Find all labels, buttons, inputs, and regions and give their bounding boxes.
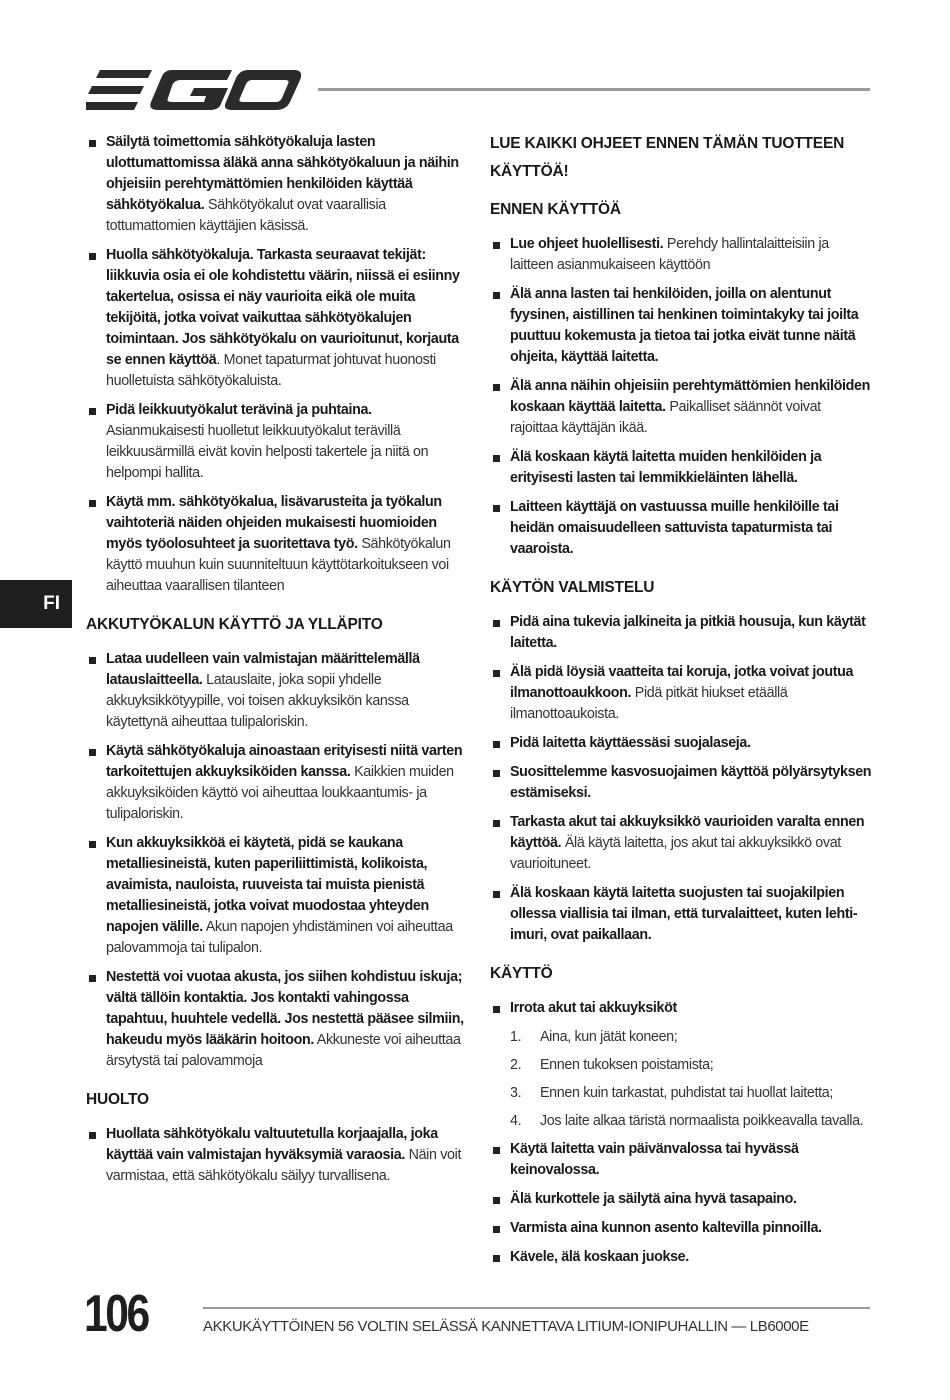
bullet-square-icon [493,455,500,462]
list-item-bold-text: Varmista aina kunnon asento kaltevilla pinnoilla. [510,1220,822,1236]
ego-logo [86,64,302,114]
list-item-bold-text: Kun akkuyksikköä ei käytetä, pidä se kaukana metalliesineistä, kuten paperiliittimistä, kolikoista, avaimista, nauloista, ruuveista tai muista pienistä metalliesineistä, jotka voivat muodostaa yhteyden napojen välille. [106,835,429,935]
list-item [490,1247,872,1268]
numbered-item [510,1111,872,1132]
use-heading: KÄYTTÖ [490,965,553,982]
numbered-item-number: 4. [510,1113,522,1129]
list-item [490,998,872,1019]
list-item [490,376,872,439]
remove-battery-text: Irrota akut tai akkuyksiköt [510,1000,677,1016]
list-item-bold-text: Lue ohjeet huolellisesti. [510,236,664,252]
list-item-bold-text: Säilytä toimettomia sähkötyökaluja lasten ulottumattomissa äläkä anna sähkötyökaluun ja näihin ohjeisiin perehtymättömien henkilöiden käyttää sähkötyökalua. [106,134,459,213]
list-item [490,497,872,560]
list-item [86,833,468,959]
list-item-bold-text: Älä kurkottele ja säilytä aina hyvä tasapaino. [510,1191,797,1207]
preparation-heading: KÄYTÖN VALMISTELU [490,579,655,596]
list-item [490,812,872,875]
bullet-square-icon [493,1006,500,1013]
list-item [490,662,872,725]
numbered-list [490,1027,872,1132]
bullet-square-icon [493,820,500,827]
list-item [490,733,872,754]
before-use-list [490,234,872,560]
bullet-square-icon [493,505,500,512]
list-item-bold-text: Laitteen käyttäjä on vastuussa muille henkilöille tai heidän omaisuudelleen sattuvista tapaturmista tai vaaroista. [510,499,839,557]
right-column [490,130,872,1276]
list-item [86,741,468,825]
bullet-square-icon [89,253,96,260]
list-item-bold-text: Älä koskaan käytä laitetta suojusten tai suojakilpien ollessa viallisia tai ilman, että turvalaitteet, kuten lehti-imuri, ovat paikallaan. [510,885,858,943]
list-item-text: Asianmukaisesti huolletut leikkuutyökalut terävillä leikkuusärmillä eivät kovin helposti takertele ja niitä on helpompi hallita. [106,423,429,481]
list-item-bold-text: Käytä mm. sähkötyökalua, lisävarusteita ja työkalun vaihtoteriä näiden ohjeiden mukaisesti huomioiden myös työolosuhteet ja suoritettava työ. [106,494,442,552]
bullet-square-icon [493,292,500,299]
bullet-square-icon [89,500,96,507]
bullet-square-icon [89,749,96,756]
list-item-text: . Monet tapaturmat johtuvat huonosti huolletuista sähkötyökaluista. [106,352,436,389]
list-item-text: Perehdy hallintalaitteisiin ja laitteen asianmukaiseen käyttöön [510,236,829,273]
list-item-text: Pidä pitkät hiukset etäällä ilmanottoaukoista. [510,685,788,722]
bullet-square-icon [493,770,500,777]
list-item [490,762,872,804]
list-item [86,1124,468,1187]
battery-heading: AKKUTYÖKALUN KÄYTTÖ JA YLLÄPITO [86,616,383,633]
list-item-text: Latauslaite, joka sopii yhdelle akkuyksikkötyypille, voi toisen akkuyksikön kanssa käytettynä aiheuttaa tulipaloriskin. [106,672,409,730]
list-item-text: Kaikkien muiden akkuyksiköiden käyttö voi aiheuttaa loukkaantumis- ja tulipaloriskin. [106,764,454,822]
list-item-bold-text: Pidä laitetta käyttäessäsi suojalaseja. [510,735,751,751]
bullet-square-icon [493,670,500,677]
service-list [86,1124,468,1187]
numbered-item-number: 3. [510,1085,522,1101]
bullet-square-icon [89,140,96,147]
footer-rule [203,1307,870,1309]
bullet-square-icon [493,1255,500,1262]
bullet-square-icon [89,657,96,664]
bullet-square-icon [89,1132,96,1139]
list-item-bold-text: Pidä leikkuutyökalut terävinä ja puhtaina. [106,402,372,418]
bullet-square-icon [493,620,500,627]
list-item [86,967,468,1072]
numbered-item [510,1027,872,1048]
read-instructions-heading: LUE KAIKKI OHJEET ENNEN TÄMÄN TUOTTEEN KÄYTTÖÄ! [490,135,845,180]
list-item-text: Näin voit varmistaa, että sähkötyökalu säilyy turvallisena. [106,1147,462,1184]
footer-title: AKKUKÄYTTÖINEN 56 VOLTIN SELÄSSÄ KANNETTAVA LITIUM-IONIPUHALLIN — LB6000E [203,1318,809,1335]
numbered-item [510,1083,872,1104]
list-item [490,1189,872,1210]
numbered-item-number: 1. [510,1029,522,1045]
battery-list [86,649,468,1072]
list-item-bold-text: Pidä aina tukevia jalkineita ja pitkiä housuja, kun käytät laitetta. [510,614,866,651]
list-item [490,1139,872,1181]
remove-battery-list [490,998,872,1019]
preparation-list [490,612,872,946]
list-item-bold-text: Huolla sähkötyökaluja. Tarkasta seuraavat tekijät: liikkuvia osia ei ole kohdistettu väärin, niissä ei esiinny takertelua, osissa ei näy vaurioita eikä ole muita tekijöitä, jotka voivat vaikuttaa sähkötyökalujen toimintaan. Jos sähkötyökalu on vaurioitunut, korjauta se ennen käyttöä [106,247,460,368]
bullet-square-icon [493,1226,500,1233]
use-list [490,1139,872,1268]
bullet-square-icon [493,741,500,748]
numbered-item [510,1055,872,1076]
list-item-text: Sähkötyökalun käyttö muuhun kuin suunniteltuun käyttötarkoitukseen voi aiheuttaa vaarallisen tilanteen [106,536,451,594]
service-heading: HUOLTO [86,1091,149,1108]
list-item-bold-text: Älä anna lasten tai henkilöiden, joilla on alentunut fyysinen, aistillinen tai henkinen toimintakyky tai joilta puuttuu kokemusta ja tietoa tai jotka eivät tunne näitä ohjeita, käyttää laitetta. [510,286,859,365]
bullet-square-icon [89,408,96,415]
list-item-text: Akkuneste voi aiheuttaa ärsytystä tai palovammoja [106,1032,461,1069]
list-item-bold-text: Lataa uudelleen vain valmistajan määrittelemällä latauslaitteella. [106,651,420,688]
bullet-square-icon [493,891,500,898]
list-item [490,883,872,946]
list-item-bold-text: Älä anna näihin ohjeisiin perehtymättömien henkilöiden koskaan käyttää laitetta. [510,378,871,415]
bullet-square-icon [493,384,500,391]
list-item [86,400,468,484]
bullet-square-icon [493,1197,500,1204]
list-item [86,132,468,237]
list-item-bold-text: Käytä laitetta vain päivänvalossa tai hyvässä keinovalossa. [510,1141,799,1178]
language-tab-label: FI [43,593,60,614]
numbered-item-number: 2. [510,1057,522,1073]
list-item-bold-text: Tarkasta akut tai akkuyksikkö vaurioiden varalta ennen käyttöä. [510,814,865,851]
list-item-bold-text: Käytä sähkötyökaluja ainoastaan erityisesti niitä varten tarkoitettujen akkuyksiköiden kanssa. [106,743,463,780]
bullet-square-icon [89,841,96,848]
numbered-item-text: Jos laite alkaa täristä normaalista poikkeavalla tavalla. [540,1113,864,1129]
list-item-text: Akun napojen yhdistäminen voi aiheuttaa palovammoja tai tulipalon. [106,919,453,956]
numbered-item-text: Ennen tukoksen poistamista; [540,1057,714,1073]
list-item [86,245,468,392]
list-item-bold-text: Älä koskaan käytä laitetta muiden henkilöiden ja erityisesti lasten tai lemmikkieläinten lähellä. [510,449,822,486]
bullet-square-icon [493,1147,500,1154]
bullet-square-icon [89,975,96,982]
list-item-text: Sähkötyökalut ovat vaarallisia tottumattomien käyttäjien käsissä. [106,197,386,234]
list-item [86,492,468,597]
list-item [490,234,872,276]
language-tab [0,580,72,628]
list-item [490,447,872,489]
numbered-item-text: Ennen kuin tarkastat, puhdistat tai huollat laitetta; [540,1085,834,1101]
list-item-bold-text: Nestettä voi vuotaa akusta, jos siihen kohdistuu iskuja; vältä tällöin kontaktia. Jos kontakti vahingossa tapahtuu, huuhtele vedellä. Jos nestettä pääsee silmiin, hakeudu myös lääkärin hoitoon. [106,969,464,1048]
intro-list [86,132,468,597]
page-number: 106 [84,1285,148,1343]
list-item-bold-text: Huollata sähkötyökalu valtuutetulla korjaajalla, joka käyttää vain valmistajan hyväksymiä varaosia. [106,1126,438,1163]
list-item [490,284,872,368]
list-item-bold-text: Älä pidä löysiä vaatteita tai koruja, jotka voivat joutua ilmanottoaukkoon. [510,664,854,701]
list-item [490,1218,872,1239]
list-item-bold-text: Suosittelemme kasvosuojaimen käyttöä pölyärsytyksen estämiseksi. [510,764,872,801]
list-item [86,649,468,733]
list-item-text: Älä käytä laitetta, jos akut tai akkuyksikkö ovat vaurioituneet. [510,835,841,872]
list-item [490,612,872,654]
bullet-square-icon [493,242,500,249]
header-rule [318,88,870,91]
left-column [86,132,468,1195]
list-item-text: Paikalliset säännöt voivat rajoittaa käyttäjän ikää. [510,399,821,436]
list-item-bold-text: Kävele, älä koskaan juokse. [510,1249,689,1265]
numbered-item-text: Aina, kun jätät koneen; [540,1029,678,1045]
before-use-heading: ENNEN KÄYTTÖÄ [490,201,621,218]
